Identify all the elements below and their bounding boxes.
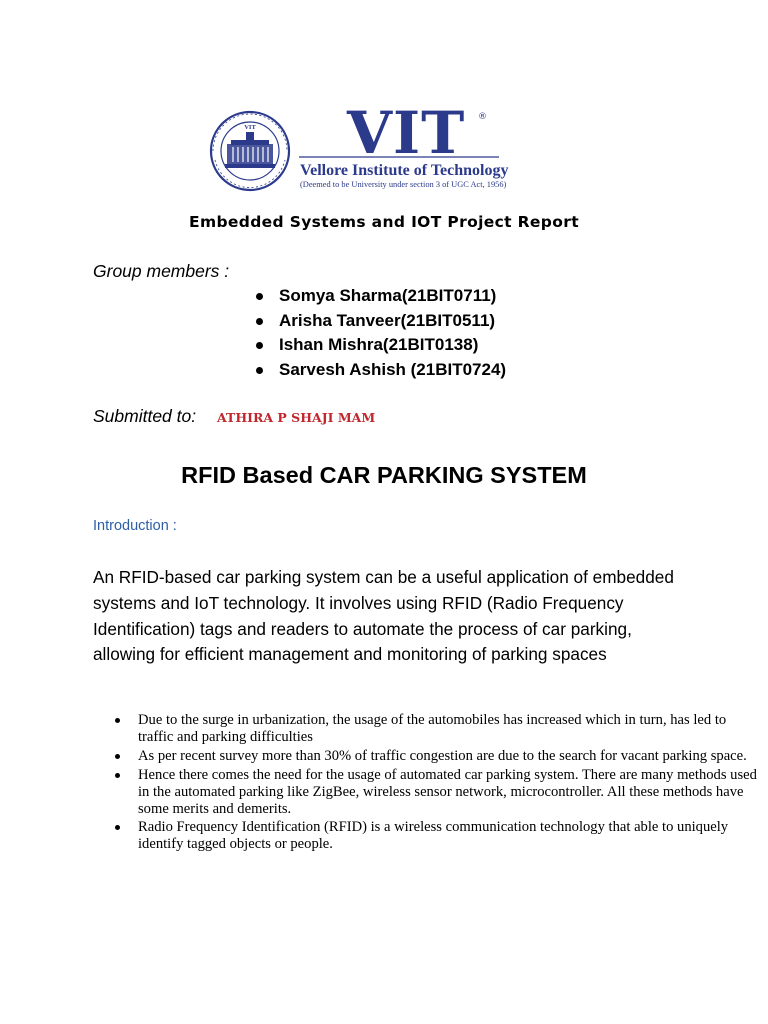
bullet-icon	[115, 825, 120, 830]
bullet-icon	[115, 718, 120, 723]
submitted-to-name: ATHIRA P SHAJI MAM	[217, 410, 376, 425]
member-item	[254, 309, 506, 334]
member-name: Ishan Mishra(21BIT0138)	[279, 335, 479, 355]
member-item	[254, 358, 506, 383]
submitted-to-label: Submitted to:	[93, 406, 197, 426]
bullet-text: As per recent survey more than 30% of traffic congestion are due to the search for vacant parking space.	[138, 747, 747, 764]
bullet-icon	[256, 367, 263, 374]
member-name: Sarvesh Ashish (21BIT0724)	[279, 360, 507, 380]
bullet-text: Hence there comes the need for the usage of automated car parking system. There are many methods used in the automated parking like ZigBee, wireless sensor network, microcontroller. All these methods have some merits and demerits.	[138, 766, 757, 817]
project-title: RFID Based CAR PARKING SYSTEM	[181, 462, 587, 488]
registered-mark: ®	[478, 112, 487, 122]
introduction-paragraph: An RFID-based car parking system can be a useful application of embedded systems and IoT technology. It involves using RFID (Radio Frequency Identification) tags and readers to automate the process of car parking, allowing for efficient management and monitoring of parking spaces	[93, 567, 674, 665]
bullet-item	[112, 712, 762, 746]
bullet-item	[112, 748, 762, 765]
report-title: Embedded Systems and IOT Project Report	[189, 213, 579, 231]
institute-subtitle: (Deemed to be University under section 3 of UGC Act, 1956)	[300, 180, 507, 189]
bullet-icon	[115, 773, 120, 778]
introduction-bullets	[112, 712, 762, 855]
member-item	[254, 333, 506, 358]
bullet-text: Due to the surge in urbanization, the usage of the automobiles has increased which in turn, has led to traffic and parking difficulties	[138, 712, 727, 745]
group-members-label: Group members :	[93, 261, 230, 281]
vit-seal-text: VIT	[244, 124, 256, 131]
institute-name: Vellore Institute of Technology	[300, 162, 509, 179]
member-name: Somya Sharma(21BIT0711)	[279, 286, 497, 305]
member-name: Arisha Tanveer(21BIT0511)	[279, 310, 496, 330]
bullet-icon	[115, 754, 120, 759]
bullet-item	[112, 767, 762, 818]
bullet-icon	[256, 318, 263, 325]
bullet-text: Radio Frequency Identification (RFID) is a wireless communication technology that able to uniquely identify tagged objects or people.	[138, 819, 729, 853]
member-item	[254, 284, 506, 309]
logo-wordmark: VIT	[347, 99, 466, 167]
bullet-icon	[256, 342, 263, 349]
introduction-heading: Introduction :	[93, 518, 177, 534]
group-members-list	[254, 284, 506, 383]
bullet-icon	[256, 293, 263, 300]
bullet-item	[112, 819, 762, 853]
